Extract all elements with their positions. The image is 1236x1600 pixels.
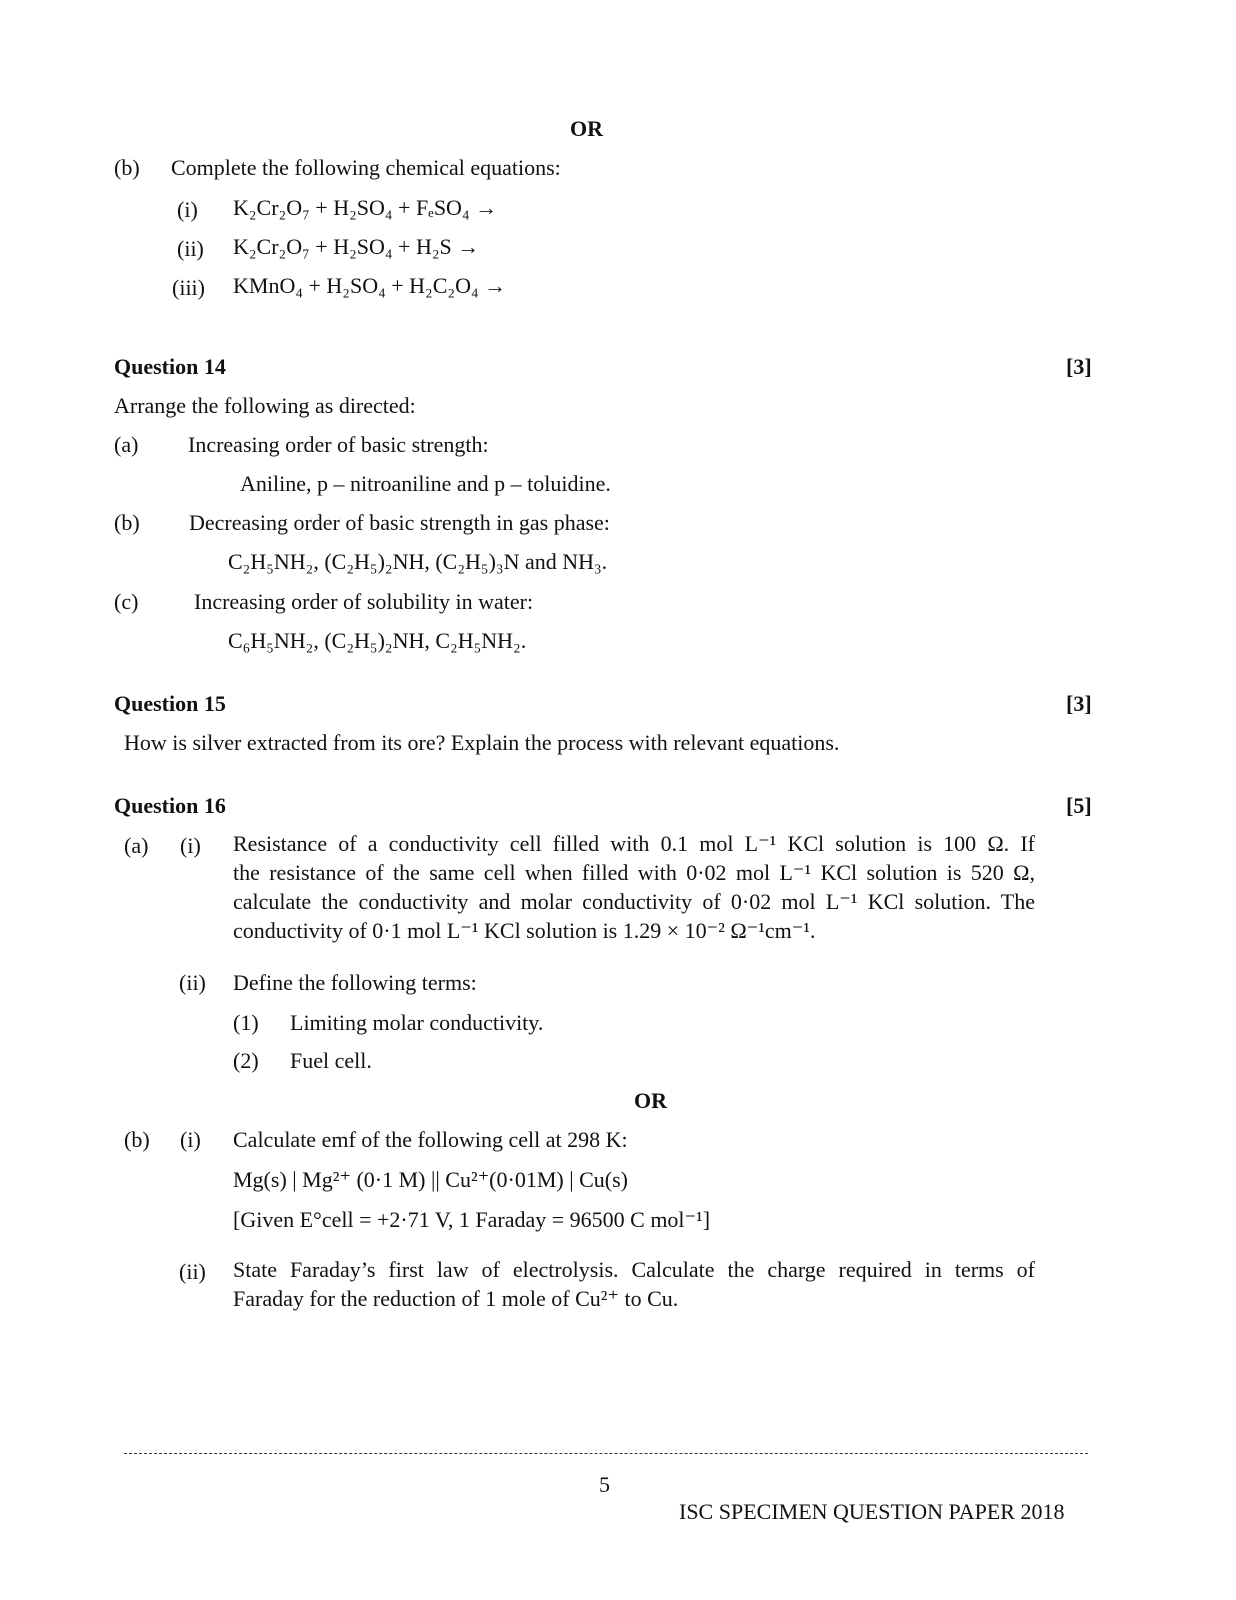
- q16b-i-label: (i): [180, 1127, 201, 1152]
- q13b-item-3-equation: KMnO₄ + H₂SO₄ + H₂C₂O₄ →: [233, 273, 507, 298]
- q16b-ii-paragraph: [233, 1255, 1035, 1313]
- q16a-ii-1-text: Limiting molar conductivity.: [290, 1010, 544, 1035]
- q14b-label: (b): [114, 510, 140, 535]
- q16a-label: (a): [124, 833, 149, 858]
- q14-marks: [3]: [1066, 354, 1092, 379]
- q13b-label: (b): [114, 155, 140, 180]
- q13b-item-2-number: (ii): [177, 236, 204, 261]
- q16a-ii-1-label: (1): [233, 1010, 259, 1035]
- q16a-i-line-2: the resistance of the same cell when filled with 0·02 mol L⁻¹ KCl solution is 520 Ω,: [233, 860, 1035, 885]
- footer-dashed-rule: [124, 1453, 1088, 1454]
- q14a-text: Increasing order of basic strength:: [188, 432, 489, 457]
- q16a-i-label: (i): [180, 833, 201, 858]
- q14a-label: (a): [114, 432, 139, 457]
- q16a-i-line-3: calculate the conductivity and molar conductivity of 0·02 mol L⁻¹ KCl solution. The: [233, 889, 1035, 914]
- q14a-compounds: Aniline, p – nitroaniline and p – toluidine.: [240, 471, 611, 496]
- q14b-compounds: C₂H₅NH₂, (C₂H₅)₂NH, (C₂H₅)₃N and NH₃.: [228, 549, 608, 574]
- q14c-compounds: C₆H₅NH₂, (C₂H₅)₂NH, C₂H₅NH₂.: [228, 628, 527, 653]
- q16a-i-line-4: conductivity of 0·1 mol L⁻¹ KCl solution is 1.29 × 10⁻² Ω⁻¹cm⁻¹.: [233, 918, 816, 943]
- q16b-ii-line-2: Faraday for the reduction of 1 mole of Cu²⁺ to Cu.: [233, 1286, 679, 1311]
- q16b-ii-label: (ii): [179, 1259, 206, 1284]
- q14c-text: Increasing order of solubility in water:: [194, 589, 534, 614]
- q16-title: Question 16: [114, 793, 226, 818]
- q14b-text: Decreasing order of basic strength in gas phase:: [189, 510, 610, 535]
- q15-marks: [3]: [1066, 691, 1092, 716]
- q13b-prompt: Complete the following chemical equations:: [171, 155, 561, 180]
- q13b-item-1-equation: K₂Cr₂O₇ + H₂SO₄ + FₑSO₄ →: [233, 195, 498, 220]
- q13b-item-2-equation: K₂Cr₂O₇ + H₂SO₄ + H₂S →: [233, 234, 480, 259]
- q15-title: Question 15: [114, 691, 226, 716]
- q16b-i-text: Calculate emf of the following cell at 298 K:: [233, 1127, 628, 1152]
- or-separator-top: OR: [570, 116, 603, 141]
- q14-title: Question 14: [114, 354, 226, 379]
- q16b-i-given-data: [Given E°cell = +2·71 V, 1 Faraday = 96500 C mol⁻¹]: [233, 1207, 711, 1232]
- q16b-ii-line-1: State Faraday’s first law of electrolysis. Calculate the charge required in terms of: [233, 1257, 1035, 1282]
- q16a-ii-label: (ii): [179, 970, 206, 995]
- q16a-ii-text: Define the following terms:: [233, 970, 477, 995]
- q15-text: How is silver extracted from its ore? Explain the process with relevant equations.: [124, 730, 840, 755]
- q16a-i-paragraph: [233, 829, 1035, 945]
- q16a-i-line-1: Resistance of a conductivity cell filled with 0.1 mol L⁻¹ KCl solution is 100 Ω. If: [233, 831, 1035, 856]
- q16b-i-cell-notation: Mg(s) | Mg²⁺ (0·1 M) || Cu²⁺(0·01M) | Cu(s): [233, 1167, 629, 1192]
- q14-intro: Arrange the following as directed:: [114, 393, 416, 418]
- q16a-ii-2-label: (2): [233, 1048, 259, 1073]
- q13b-item-3-number: (iii): [172, 275, 205, 300]
- q14c-label: (c): [114, 589, 139, 614]
- q16b-label: (b): [124, 1127, 150, 1152]
- q16-marks: [5]: [1066, 793, 1092, 818]
- page-number: 5: [599, 1472, 610, 1497]
- q16a-ii-2-text: Fuel cell.: [290, 1048, 372, 1073]
- footer-paper-title: ISC SPECIMEN QUESTION PAPER 2018: [679, 1499, 1065, 1524]
- q13b-item-1-number: (i): [177, 197, 198, 222]
- or-separator-q16: OR: [634, 1088, 667, 1113]
